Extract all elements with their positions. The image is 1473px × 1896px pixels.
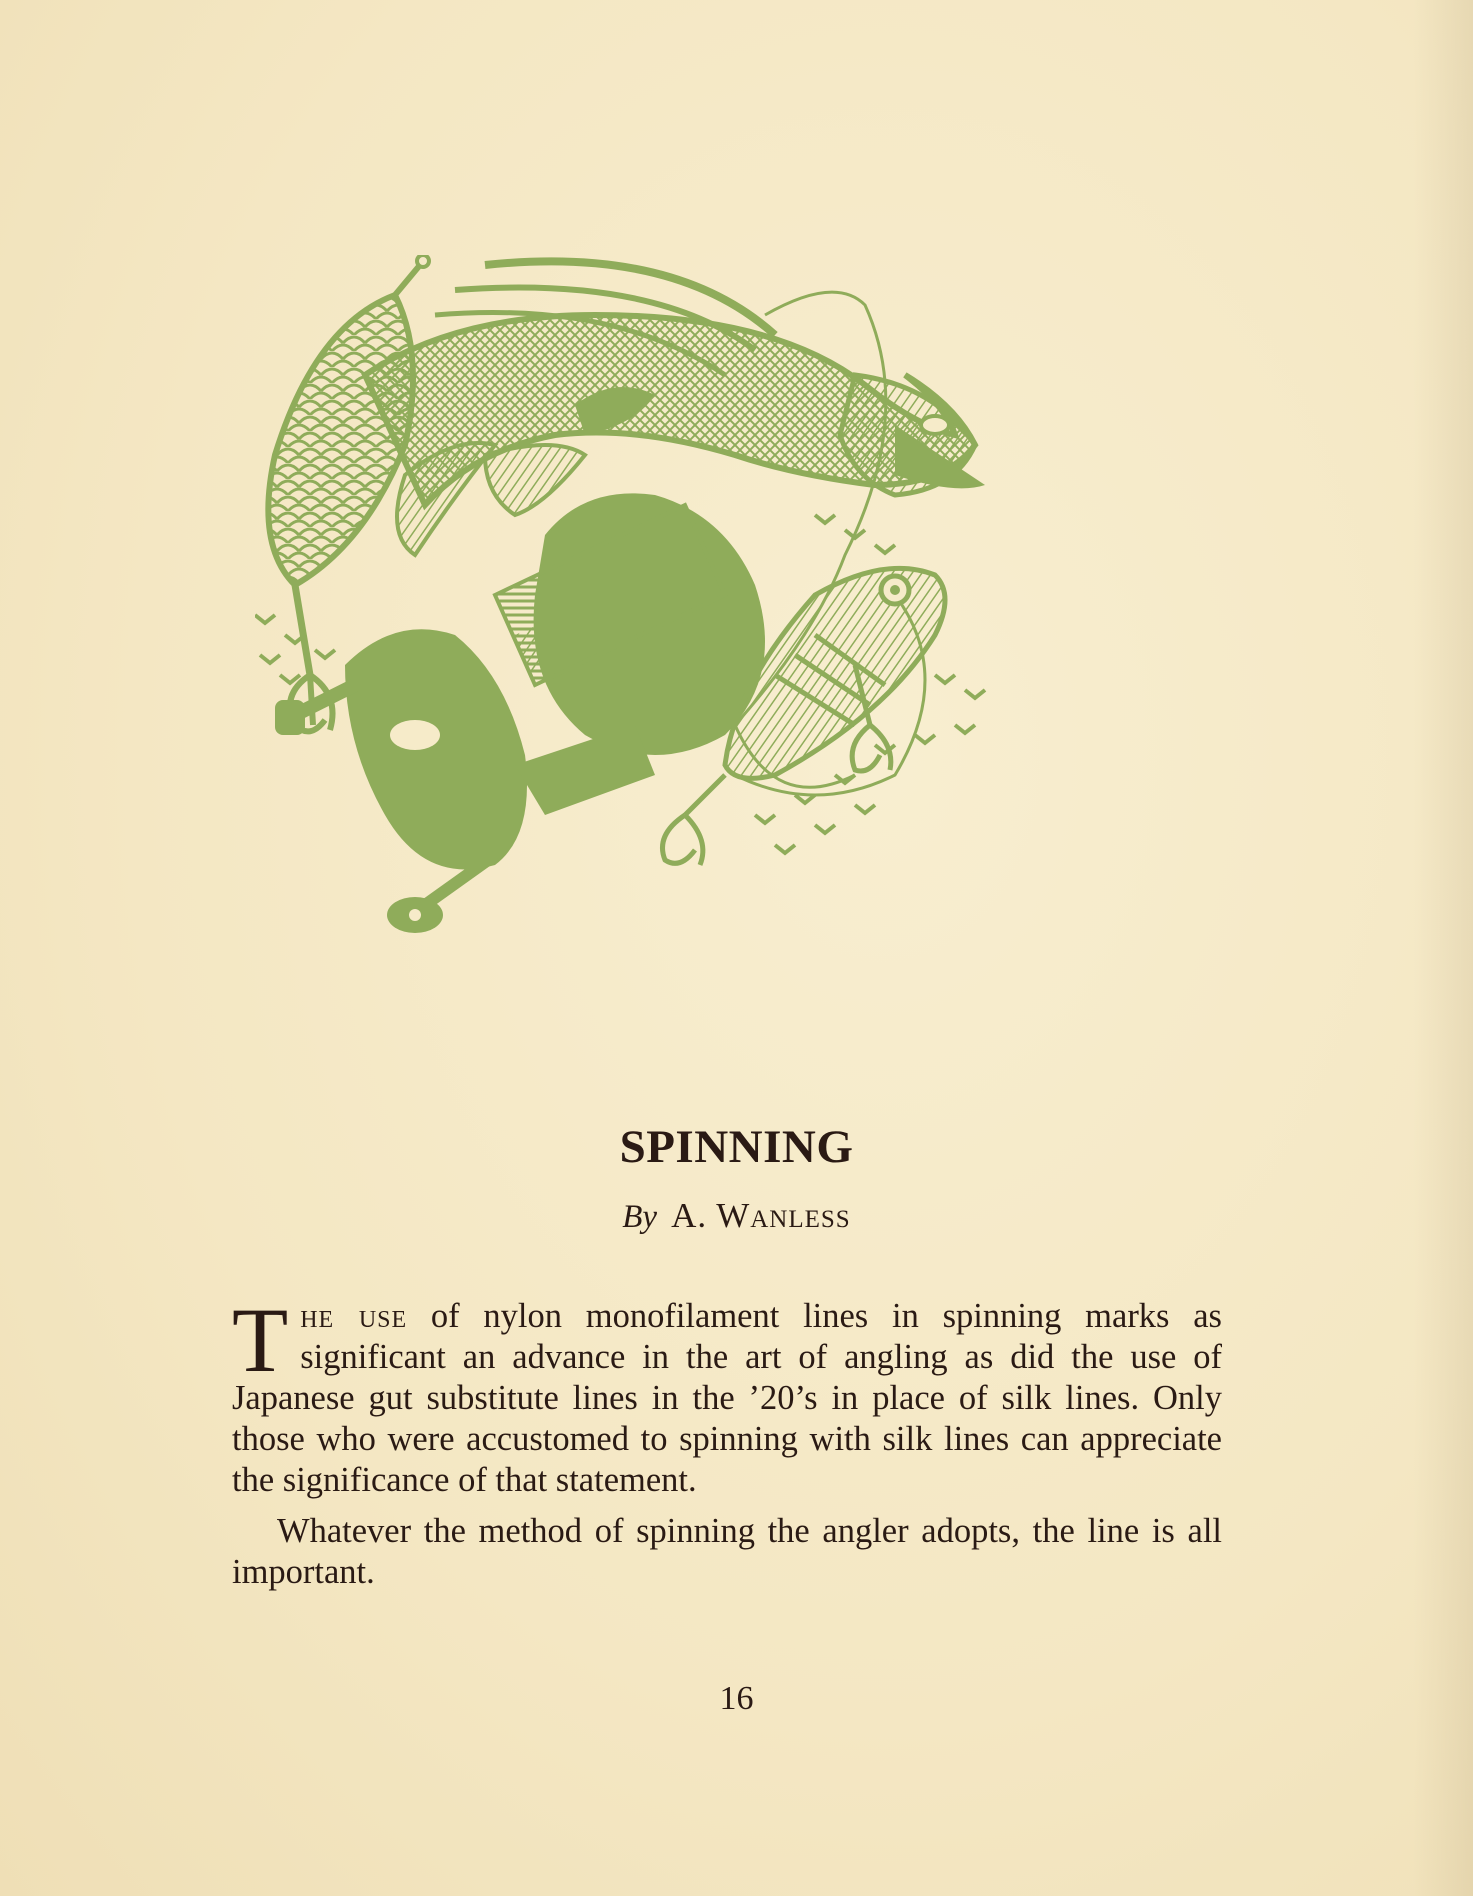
paragraph-1 bbox=[232, 1289, 1222, 1501]
article-body bbox=[232, 1289, 1222, 1593]
byline bbox=[0, 1196, 1473, 1236]
paragraph-2: Whatever the method of spinning the angler adopts, the line is all important. bbox=[232, 1512, 1222, 1591]
paragraph-1-text: of nylon monofilament lines in spinning marks as significant an advance in the art of angling as did the use of Japanese gut substitute lines in the ’20’s in place of silk lines. Only those who were accustomed to spinning with silk lines can appreciate the significance of that statement. bbox=[232, 1297, 1222, 1499]
lead-in-small-caps: he use bbox=[300, 1298, 408, 1335]
drop-cap: T bbox=[232, 1289, 289, 1391]
page-edge-shadow bbox=[1413, 0, 1473, 1896]
author-name: A. Wanless bbox=[671, 1196, 851, 1235]
byline-by: By bbox=[622, 1199, 658, 1235]
pike-spinning-reel-lures-engraving-icon bbox=[255, 255, 1185, 1045]
article-title: SPINNING bbox=[619, 1121, 854, 1173]
page-number: 16 bbox=[719, 1680, 754, 1717]
